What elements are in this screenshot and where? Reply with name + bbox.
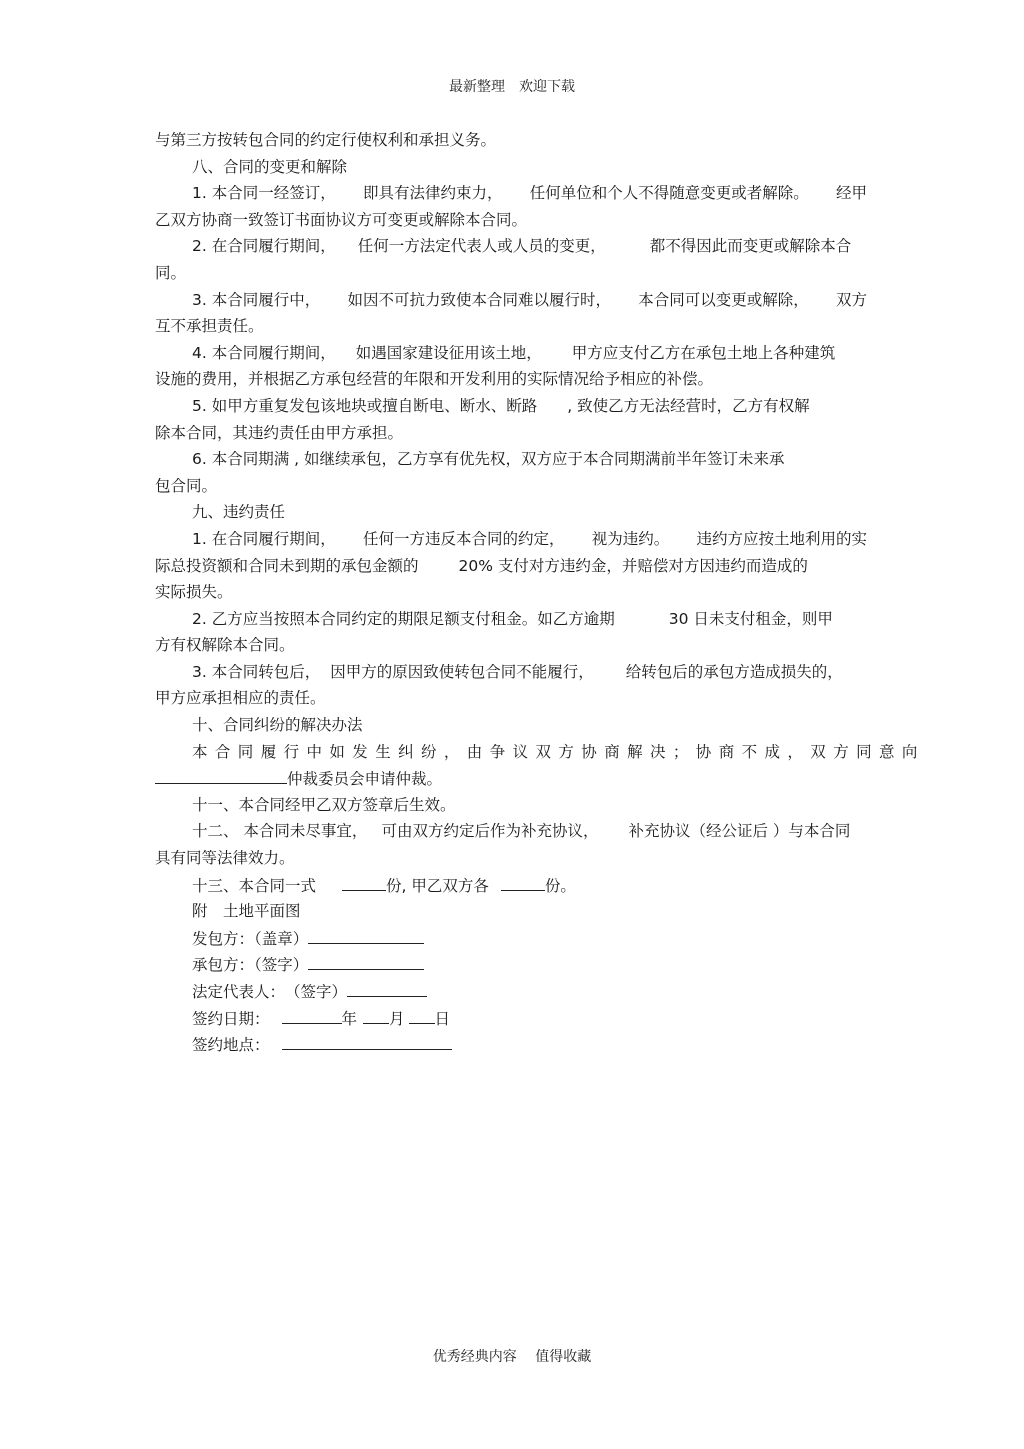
clause-9-2-cont: 方有权解除本合同。 bbox=[155, 636, 295, 655]
text-fragment: 给转包后的承包方造成损失的， bbox=[625, 662, 843, 681]
text-fragment: 2. 在合同履行期间， bbox=[192, 237, 336, 256]
text-fragment: 即具有法律约束力， bbox=[362, 184, 503, 203]
place-blank bbox=[282, 1031, 452, 1050]
signature-blank bbox=[308, 925, 424, 944]
clause-10-cont bbox=[155, 765, 867, 792]
clause-8-3 bbox=[155, 287, 867, 314]
copies-total-blank bbox=[342, 872, 386, 891]
clause-8-1 bbox=[155, 180, 867, 207]
text-fragment: 2. 乙方应当按照本合同约定的期限足额支付租金。如乙方逾期 bbox=[192, 609, 615, 628]
clause-8-1-cont: 乙双方协商一致签订书面协议方可变更或解除本合同。 bbox=[155, 210, 528, 229]
text-fragment: 1. 本合同一经签订， bbox=[192, 184, 336, 203]
clause-9-3-cont: 甲方应承担相应的责任。 bbox=[155, 689, 326, 708]
text-fragment: 如因不可抗力致使本合同难以履行时， bbox=[347, 290, 611, 309]
arbitration-blank bbox=[155, 765, 287, 784]
signature-issuer bbox=[155, 925, 867, 952]
text-fragment: 违约方应按土地利用的实 bbox=[696, 529, 867, 548]
clause-13 bbox=[155, 872, 867, 899]
clause-11: 十一、本合同经甲乙双方签章后生效。 bbox=[192, 795, 456, 814]
signature-contractor bbox=[155, 951, 867, 978]
text-fragment: 5. 如甲方重复发包该地块或擅自断电、断水、断路 bbox=[192, 396, 538, 415]
text-fragment: 十三、本合同一式 bbox=[192, 876, 317, 895]
text-fragment: 份。 bbox=[544, 876, 576, 895]
text-fragment: 双方 bbox=[835, 290, 867, 309]
text-fragment: 日 bbox=[434, 1009, 451, 1028]
attachment: 附 土地平面图 bbox=[192, 902, 301, 921]
paragraph-line: 与第三方按转包合同的约定行使权利和承担义务。 bbox=[155, 131, 497, 149]
text-fragment: 都不得因此而变更或解除本合 bbox=[649, 237, 852, 256]
text-fragment: , 致使乙方无法经营时，乙方有权解 bbox=[567, 396, 810, 415]
text-fragment: 任何单位和个人不得随意变更或者解除。 bbox=[529, 184, 809, 203]
copies-each-blank bbox=[501, 872, 545, 891]
page-header: 最新整理 欢迎下载 bbox=[449, 79, 575, 95]
clause-9-1-cont2: 实际损失。 bbox=[155, 583, 233, 602]
text-fragment: 3. 本合同履行中， bbox=[192, 290, 321, 309]
month-blank bbox=[363, 1005, 389, 1024]
text-fragment: 年 bbox=[341, 1009, 358, 1028]
page-footer: 优秀经典内容 值得收藏 bbox=[432, 1349, 592, 1365]
clause-12 bbox=[155, 818, 867, 845]
clause-8-6-cont: 包合同。 bbox=[155, 476, 218, 495]
clause-8-5 bbox=[155, 393, 867, 420]
clause-9-1-cont bbox=[155, 553, 867, 580]
text-fragment: 任何一方法定代表人或人员的变更， bbox=[357, 237, 606, 256]
text-fragment: 签约地点： bbox=[192, 1036, 270, 1055]
text-fragment: 际总投资额和合同未到期的承包金额的 bbox=[155, 556, 419, 575]
text-fragment: 可由双方约定后作为补充协议， bbox=[381, 822, 599, 841]
text-fragment: 30 日未支付租金，则甲 bbox=[668, 609, 833, 628]
text-fragment: 20% 支付对方违约金，并赔偿对方因违约而造成的 bbox=[458, 556, 808, 575]
text-fragment: 经甲 bbox=[835, 184, 867, 203]
text-fragment: 因甲方的原因致使转包合同不能履行， bbox=[330, 662, 594, 681]
day-blank bbox=[409, 1005, 435, 1024]
signing-place bbox=[155, 1031, 867, 1058]
clause-8-4 bbox=[155, 340, 867, 367]
text-fragment: 补充协议（经公证后 ）与本合同 bbox=[628, 822, 851, 841]
year-blank bbox=[282, 1005, 342, 1024]
clause-9-3 bbox=[155, 659, 867, 686]
clause-8-2-cont: 同。 bbox=[155, 263, 187, 282]
text-fragment: 仲裁委员会申请仲裁。 bbox=[287, 770, 443, 789]
text-fragment: 法定代表人： （签字） bbox=[192, 983, 348, 1001]
text-fragment: 3. 本合同转包后， bbox=[192, 662, 321, 681]
text-fragment: 甲方应支付乙方在承包土地上各种建筑 bbox=[571, 343, 836, 362]
text-fragment: 十二、 本合同未尽事宜， bbox=[192, 822, 368, 841]
text-fragment: 发包方：（盖章） bbox=[192, 929, 309, 948]
contract-body bbox=[155, 127, 925, 1058]
text-fragment: 签约日期： bbox=[192, 1009, 270, 1028]
clause-8-5-cont: 除本合同，其违约责任由甲方承担。 bbox=[155, 423, 404, 442]
signature-blank bbox=[347, 978, 427, 997]
text-fragment: 月 bbox=[389, 1009, 405, 1028]
text-fragment: 本合同可以变更或解除， bbox=[638, 290, 809, 309]
clause-12-cont: 具有同等法律效力。 bbox=[155, 849, 295, 868]
clause-9-2 bbox=[155, 606, 867, 633]
signature-representative bbox=[155, 978, 867, 1005]
section-8-title: 八、合同的变更和解除 bbox=[192, 157, 348, 176]
clause-10: 本合同履行中如发生纠纷，由争议双方协商解决；协商不成，双方同意向 bbox=[192, 742, 925, 761]
text-fragment: 任何一方违反本合同的约定， bbox=[362, 529, 565, 548]
text-fragment: 承包方：（签字） bbox=[192, 956, 309, 975]
clause-8-6: 6. 本合同期满 , 如继续承包，乙方享有优先权，双方应于本合同期满前半年签订未来承 bbox=[192, 450, 785, 469]
clause-8-2 bbox=[155, 233, 867, 260]
clause-8-3-cont: 互不承担责任。 bbox=[155, 317, 264, 336]
clause-9-1 bbox=[155, 526, 867, 553]
text-fragment: 份, 甲乙双方各 bbox=[386, 876, 489, 895]
section-10-title: 十、合同纠纷的解决办法 bbox=[192, 716, 363, 735]
signing-date bbox=[155, 1005, 867, 1032]
text-fragment: 如遇国家建设征用该土地， bbox=[355, 343, 542, 362]
text-fragment: 4. 本合同履行期间， bbox=[192, 343, 336, 362]
signature-blank bbox=[308, 951, 424, 970]
section-9-title: 九、违约责任 bbox=[192, 503, 286, 522]
text-fragment: 1. 在合同履行期间， bbox=[192, 529, 336, 548]
clause-8-4-cont: 设施的费用，并根据乙方承包经营的年限和开发利用的实际情况给予相应的补偿。 bbox=[155, 370, 714, 389]
text-fragment: 视为违约。 bbox=[591, 529, 670, 548]
